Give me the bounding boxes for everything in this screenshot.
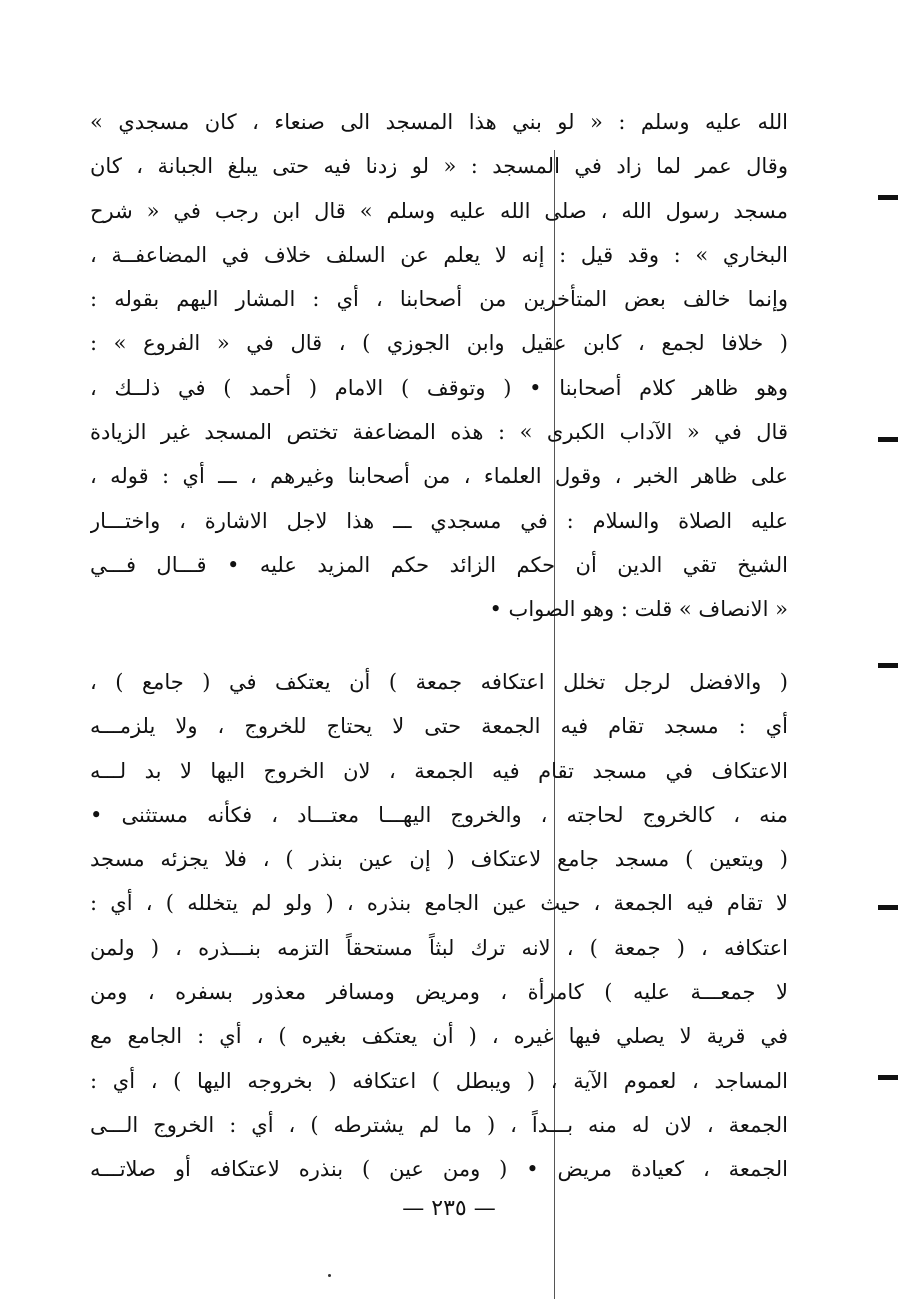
text-line: عليه الصلاة والسلام : في مسجدي ـــ هذا لاجل الاشارة ، واختـــار [90, 508, 788, 533]
text-line: الشيخ تقي الدين أن حكم الزائد حكم المزيد عليه • قـــال فـــي [90, 552, 788, 577]
text-line: اعتكافه ، ( جمعة ) ، لانه ترك لبثاً مستحقاً التزمه بنـــذره ، ( ولمن [90, 935, 788, 960]
text-line: الله عليه وسلم : « لو بني هذا المسجد الى صنعاء ، كان مسجدي » [90, 110, 788, 134]
text-line: وإنما خالف بعض المتأخرين من أصحابنا ، أي : المشار اليهم بقوله : [90, 287, 788, 312]
margin-mark [878, 437, 898, 442]
text-line: لا تقام فيه الجمعة ، حيث عين الجامع بنذره ، ( ولو لم يتخلله ) ، أي : [90, 891, 788, 916]
text-line: البخاري » : وقد قيل : إنه لا يعلم عن السلف خلاف في المضاعفــة ، [90, 242, 788, 267]
text-line: قال في « الآداب الكبرى » : هذه المضاعفة تختص المسجد غير الزيادة [90, 420, 788, 445]
text-line: وقال عمر لما زاد في المسجد : « لو زدنا فيه حتى يبلغ الجبانة ، كان [90, 154, 788, 179]
text-line: « الانصاف » قلت : وهو الصواب • [489, 597, 788, 622]
scan-speck [328, 1274, 331, 1277]
text-line: ( خلافا لجمع ، كابن عقيل وابن الجوزي ) ، قال في « الفروع » : [90, 331, 788, 356]
text-line: ( والافضل لرجل تخلل اعتكافه جمعة ) أن يعتكف في ( جامع ) ، [90, 670, 788, 694]
page-number: — ٢٣٥ — [402, 1196, 496, 1221]
text-line: منه ، كالخروج لحاجته ، والخروج اليهـــا معتـــاد ، فكأنه مستثنى • [90, 802, 788, 827]
text-line: الاعتكاف في مسجد تقام فيه الجمعة ، لان الخروج اليها لا بد لـــه [90, 758, 788, 783]
text-line: في قرية لا يصلي فيها غيره ، ( أن يعتكف بغيره ) ، أي : الجامع مع [90, 1024, 788, 1049]
margin-mark [878, 905, 898, 910]
paragraph-2 [90, 660, 788, 1192]
margin-mark [878, 195, 898, 200]
text-line: الجمعة ، كعيادة مريض • ( ومن عين ) بنذره لاعتكافه أو صلاتـــه [90, 1157, 788, 1182]
text-line: لا جمعـــة عليه ) كامرأة ، ومريض ومسافر معذور بسفره ، ومن [90, 980, 788, 1005]
text-line: مسجد رسول الله ، صلى الله عليه وسلم » قال ابن رجب في « شرح [90, 198, 788, 223]
paragraph-1 [90, 100, 788, 632]
margin-mark [878, 663, 898, 668]
text-line: ( ويتعين ) مسجد جامع لاعتكاف ( إن عين بنذر ) ، فلا يجزئه مسجد [90, 847, 788, 872]
text-line: المساجد ، لعموم الآية ، ( ويبطل ) اعتكافه ( بخروجه اليها ) ، أي : [90, 1068, 788, 1093]
text-line: وهو ظاهر كلام أصحابنا • ( وتوقف ) الامام ( أحمد ) في ذلــك ، [90, 375, 788, 400]
text-line: أي : مسجد تقام فيه الجمعة حتى لا يحتاج للخروج ، ولا يلزمـــه [90, 714, 788, 739]
text-line: على ظاهر الخبر ، وقول العلماء ، من أصحابنا وغيرهم ، ـــ أي : قوله ، [90, 464, 788, 489]
text-line: الجمعة ، لان له منه بـــداً ، ( ما لم يشترطه ) ، أي : الخروج الـــى [90, 1112, 788, 1137]
margin-mark [878, 1075, 898, 1080]
